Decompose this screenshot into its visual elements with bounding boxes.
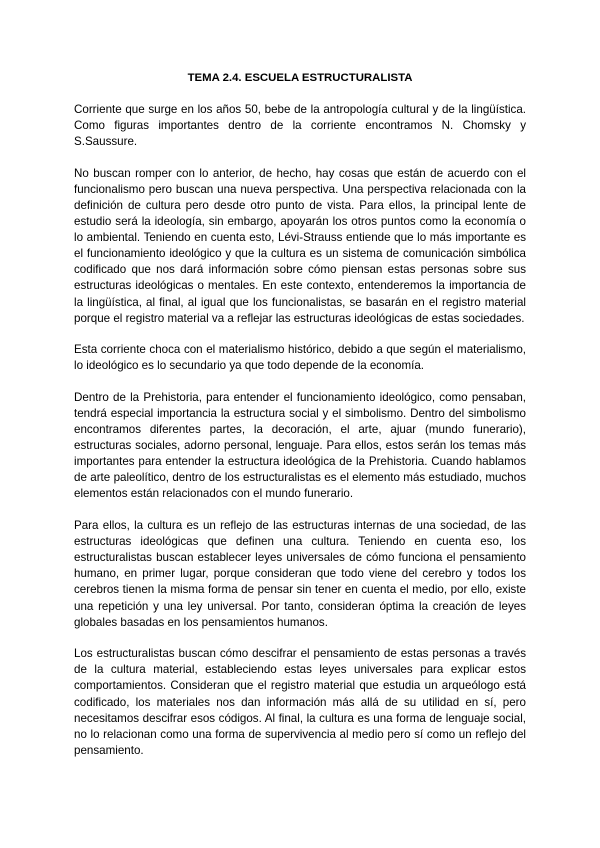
paragraph-intro: Corriente que surge en los años 50, bebe de la antropología cultural y de la lingüística. Como figuras importantes dentro de la corriente encontramos N. Chomsky y S.Saussure. [74,103,526,149]
paragraph-material-culture: Los estructuralistas buscan cómo descifrar el pensamiento de estas personas a través de la cultura material, estableciendo estas leyes universales para explicar estos comportamientos. Consideran que el registro material que estudia un arqueólogo está codificado, los materiales nos dan información más allá de su utilidad en sí, pero necesitamos descifrar esos códigos. Al final, la cultura es una forma de lenguaje social, no lo relacionan como una forma de supervivencia al medio pero sí como un reflejo del pensamiento. [74,647,526,757]
document-page [74,70,526,774]
paragraph-prehistory: Dentro de la Prehistoria, para entender el funcionamiento ideológico, como pensaban, tendrá especial importancia la estructura social y el simbolismo. Dentro del simbolismo encontramos diferentes partes, la decoración, el arte, ajuar (mundo funerario), estructuras sociales, adorno personal, lenguaje. Para ellos, estos serán los temas más importantes para entender la estructura ideológica de la Prehistoria. Cuando hablamos de arte paleolítico, dentro de los estructuralistas es el elemento más estudiado, muchos elementos están relacionados con el mundo funerario. [74,390,526,501]
paragraph-materialism: Esta corriente choca con el materialismo histórico, debido a que según el materialismo, lo ideológico es lo secundario ya que todo depende de la economía. [74,343,526,373]
document-title: TEMA 2.4. ESCUELA ESTRUCTURALISTA [187,72,413,84]
paragraph-perspective: No buscan romper con lo anterior, de hecho, hay cosas que están de acuerdo con el funcionalismo pero buscan una nueva perspectiva. Una perspectiva relacionada con la definición de cultura pero desde otro punto de vista. Para ellos, la principal lente de estudio será la ideología, sin embargo, apoyarán los otros puntos como la economía o lo ambiental. Teniendo en cuenta esto, Lévi-Strauss entiende que lo más importante es el funcionamiento ideológico y que la cultura es un sistema de comunicación simbólica codificado que nos dará información sobre cómo piensan estas personas sobre sus estructuras ideológicas o mentales. En este contexto, entenderemos la importancia de la lingüística, al final, al igual que los funcionalistas, se basarán en el registro material porque el registro material va a reflejar las estructuras ideológicas de estas sociedades. [74,166,526,325]
paragraph-universal-laws: Para ellos, la cultura es un reflejo de las estructuras internas de una sociedad, de las estructuras ideológicas que definen una cultura. Teniendo en cuenta eso, los estructuralistas buscan establecer leyes universales de cómo funciona el pensamiento humano, en primer lugar, porque consideran que todo viene del cerebro y todos los cerebros tienen la misma forma de pensar sin tener en cuenta el medio, por ello, existe una repetición y una ley universal. Por tanto, consideran óptima la creación de leyes globales basadas en los pensamientos humanos. [74,519,526,629]
